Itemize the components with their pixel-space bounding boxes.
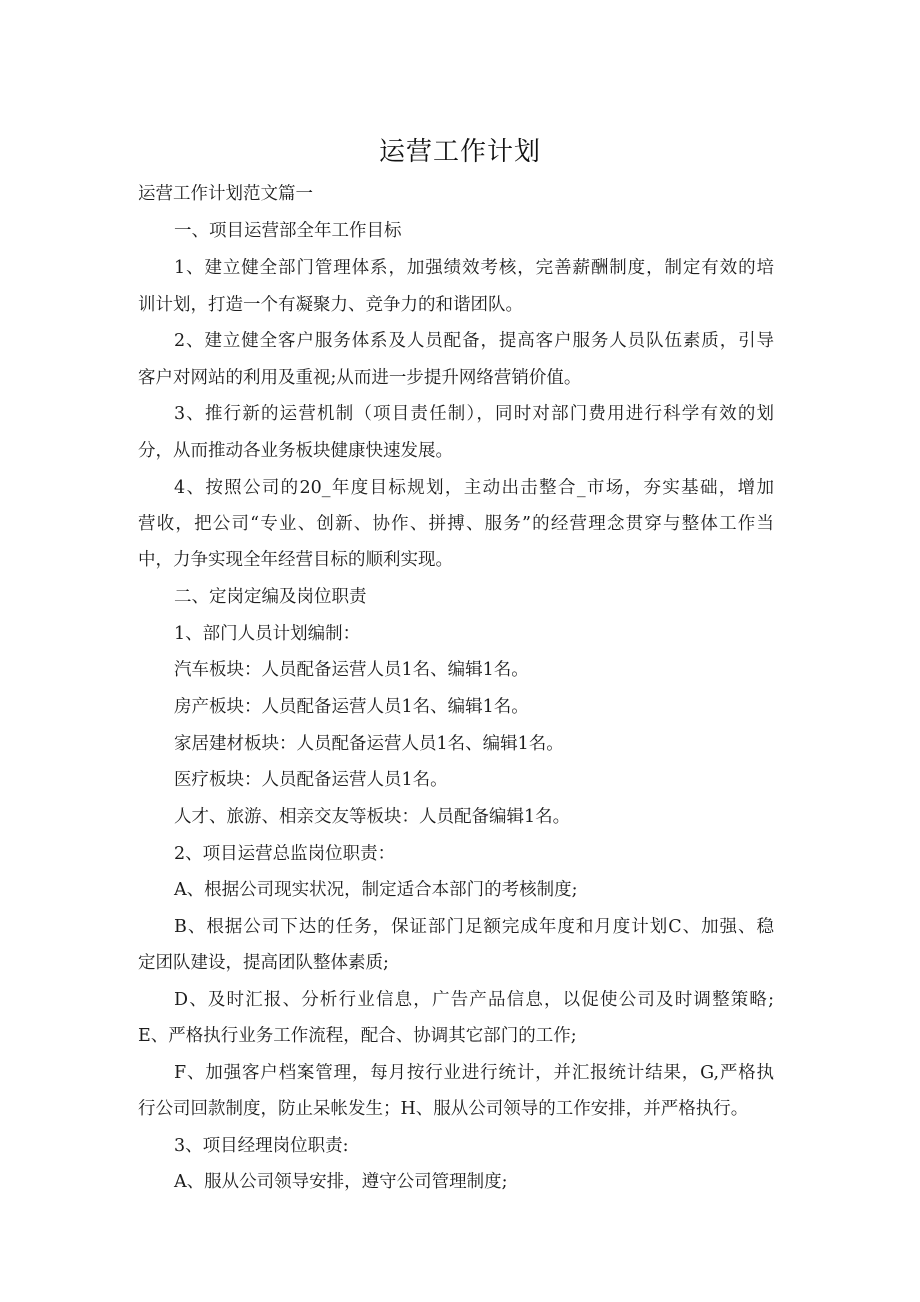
staffing-item: 汽车板块：人员配备运营人员1名、编辑1名。 [174,660,529,680]
paragraph-line: 训计划，打造一个有凝聚力、竞争力的和谐团队。 [138,295,523,315]
paragraph-line: 分，从而推动各业务板块健康快速发展。 [138,441,453,461]
paragraph-line: 营收，把公司“专业、创新、协作、拼搏、服务”的经营理念贯穿与整体工作当 [138,514,774,534]
subsection-heading: 2、项目运营总监岗位职责： [174,844,396,864]
duty-item: F、加强客户档案管理，每月按行业进行统计，并汇报统计结果，G,严格执 [174,1063,774,1083]
duty-item: E、严格执行业务工作流程，配合、协调其它部门的工作; [138,1026,577,1046]
paragraph-line: 1、建立健全部门管理体系，加强绩效考核，完善薪酬制度，制定有效的培 [174,258,774,278]
section-heading: 一、项目运营部全年工作目标 [174,221,402,241]
staffing-item: 人才、旅游、相亲交友等板块：人员配备编辑1名。 [174,807,571,827]
duty-item: 行公司回款制度，防止呆帐发生；H、服从公司领导的工作安排，并严格执行。 [138,1099,749,1119]
paragraph-line: 中，力争实现全年经营目标的顺利实现。 [138,550,453,570]
duty-item: A、服从公司领导安排，遵守公司管理制度; [174,1172,508,1192]
paragraph-line: 3、推行新的运营机制（项目责任制），同时对部门费用进行科学有效的划 [174,404,774,424]
document-subtitle: 运营工作计划范文篇一 [138,184,313,204]
paragraph-line: 客户对网站的利用及重视;从而进一步提升网络营销价值。 [138,368,582,388]
duty-item: B、根据公司下达的任务，保证部门足额完成年度和月度计划C、加强、稳 [174,917,774,937]
duty-item: D、及时汇报、分析行业信息，广告产品信息，以促使公司及时调整策略; [174,990,774,1010]
section-heading: 二、定岗定编及岗位职责 [174,587,367,607]
paragraph-line: 2、建立健全客户服务体系及人员配备，提高客户服务人员队伍素质，引导 [174,331,774,351]
duty-item: A、根据公司现实状况，制定适合本部门的考核制度; [174,880,578,900]
staffing-item: 家居建材板块：人员配备运营人员1名、编辑1名。 [174,734,564,754]
subsection-heading: 3、项目经理岗位职责: [174,1136,349,1156]
subsection-heading: 1、部门人员计划编制： [174,624,361,644]
paragraph-line: 4、按照公司的20_年度目标规划，主动出击整合_市场，夯实基础，增加 [174,478,774,498]
staffing-item: 房产板块：人员配备运营人员1名、编辑1名。 [174,697,529,717]
staffing-item: 医疗板块：人员配备运营人员1名。 [174,770,448,790]
duty-item: 定团队建设，提高团队整体素质; [138,953,389,973]
document-title: 运营工作计划 [378,137,541,167]
